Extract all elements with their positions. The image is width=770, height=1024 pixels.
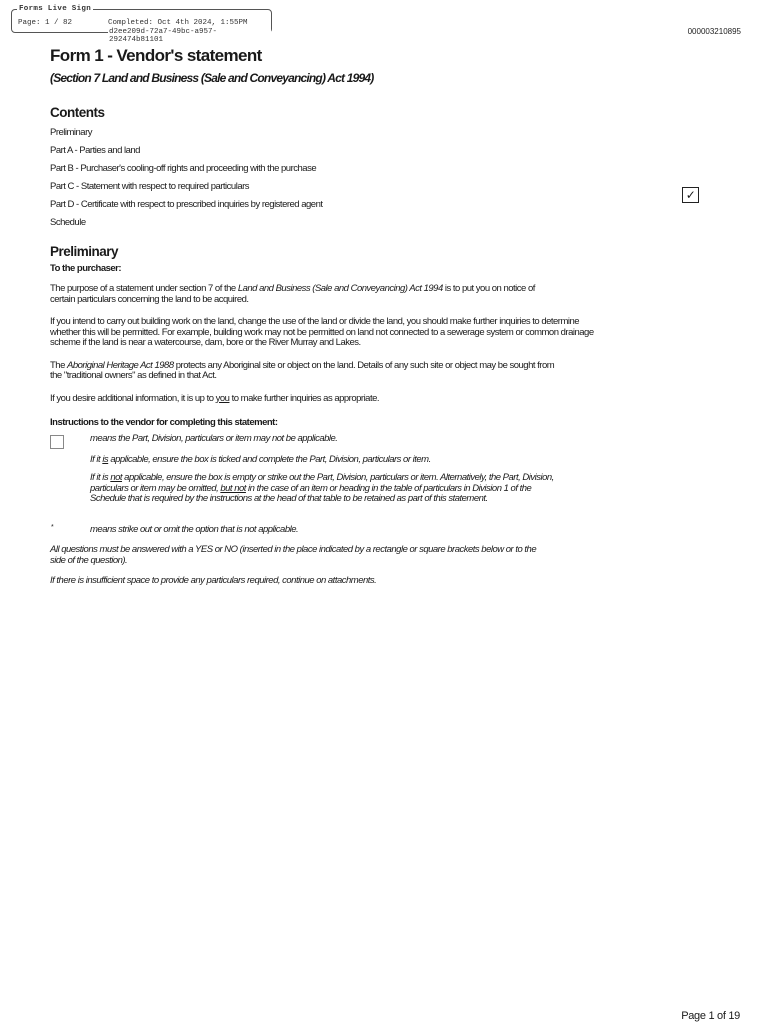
asterisk-meaning: means strike out or omit the option that is not applicable. (90, 523, 299, 535)
heritage-text-end: protects any Aboriginal site or object on the land. Details of any such site or object may be sought from the "traditional owners" as defined in that Act. (50, 359, 555, 381)
box-instruction (50, 434, 710, 445)
stamp-completed: Completed: Oct 4th 2024, 1:55PM (108, 19, 248, 27)
contents-list (50, 124, 710, 232)
page-subtitle: (Section 7 Land and Business (Sale and Conveyancing) Act 1994) (50, 71, 374, 85)
toc-item-part-d-row (50, 188, 710, 214)
document-number: 000003210895 (687, 27, 741, 36)
asterisk-instruction (50, 525, 710, 536)
empty-checkbox-example (50, 435, 64, 449)
toc-item-schedule[interactable]: Schedule (50, 217, 86, 228)
if-is-text: If it (90, 453, 103, 465)
if-applicable-instruction (50, 455, 710, 466)
document-body (50, 46, 710, 587)
forms-live-sign-stamp (11, 5, 272, 44)
purpose-text-end: is to put you on notice of certain particulars concerning the land to be acquired. (50, 283, 535, 305)
toc-item-part-a[interactable]: Part A - Parties and land (50, 145, 140, 156)
stamp-legend: Forms Live Sign (19, 5, 92, 13)
building-work-paragraph: If you intend to carry out building work on the land, change the use of the land or divide the land, you should make further inquiries to determine whether this will be permitted. For example, building work may not be permitted on land not connected to a sewerage system or common drainage scheme if the land is near a watercourse, dam, bore or the River Murray and Lakes. (50, 316, 594, 348)
if-is-text-end: applicable, ensure the box is ticked and complete the Part, Division, particulars or item. (108, 453, 431, 465)
toc-item-part-d[interactable]: Part D - Certificate with respect to prescribed inquiries by registered agent (50, 199, 323, 210)
page-number: Page 1 of 19 (681, 1010, 740, 1022)
checkmark-icon: ✓ (685, 188, 696, 202)
info-text: If you desire additional information, it is up to (50, 392, 216, 404)
box-meaning: means the Part, Division, particulars or item may not be applicable. (90, 433, 338, 444)
all-questions-instruction: All questions must be answered with a YES or NO (inserted in the place indicated by a rectangle or square brackets below or to the side of the question). (50, 544, 537, 566)
preliminary-heading: Preliminary (50, 244, 119, 259)
instructions-heading: Instructions to the vendor for completing this statement: (50, 417, 278, 428)
aboriginal-heritage-paragraph (50, 361, 565, 382)
heritage-text: The (50, 359, 68, 371)
part-d-checkbox[interactable] (682, 187, 699, 203)
info-you: you (215, 392, 230, 404)
if-not-text-end: in the case of an item or heading in the table of particulars in Division 1 of the Schedule that is required by the instructions at the head of that table to be retained as part of this statement. (90, 482, 532, 504)
contents-heading: Contents (50, 105, 105, 120)
to-purchaser-heading: To the purchaser: (50, 263, 122, 274)
if-is-underlined: is (102, 453, 109, 465)
act-name: Land and Business (Sale and Conveyancing) Act 1994 (237, 283, 443, 294)
purpose-text: The purpose of a statement under section 7 of the (50, 283, 238, 294)
but-not-underlined: but not (220, 482, 246, 494)
stamp-uuid: d2ee209d-72a7-49bc-a957-292474b81101 (108, 28, 271, 44)
if-not-text-mid: applicable, ensure the box is empty or strike out the Part, Division, particulars or item. Alternatively, the Part, Division, particulars or item may be omitted, (90, 472, 554, 494)
page-title: Form 1 - Vendor's statement (50, 46, 262, 65)
asterisk-marker: * (51, 523, 54, 531)
toc-item-preliminary[interactable]: Preliminary (50, 127, 93, 138)
stamp-page: Page: 1 / 82 (18, 19, 73, 27)
insufficient-space-instruction: If there is insufficient space to provide any particulars required, continue on attachments. (50, 575, 377, 586)
toc-item-part-b[interactable]: Part B - Purchaser's cooling-off rights and proceeding with the purchase (50, 163, 317, 174)
if-not-underlined: not (110, 472, 123, 483)
if-not-text: If it is (90, 472, 111, 483)
heritage-act-name: Aboriginal Heritage Act 1988 (67, 359, 174, 371)
toc-item-part-c[interactable]: Part C - Statement with respect to required particulars (50, 181, 250, 192)
info-text-end: to make further inquiries as appropriate. (229, 392, 380, 404)
additional-info-paragraph (50, 394, 710, 405)
if-not-applicable-instruction (50, 473, 558, 505)
purpose-paragraph (50, 284, 540, 305)
